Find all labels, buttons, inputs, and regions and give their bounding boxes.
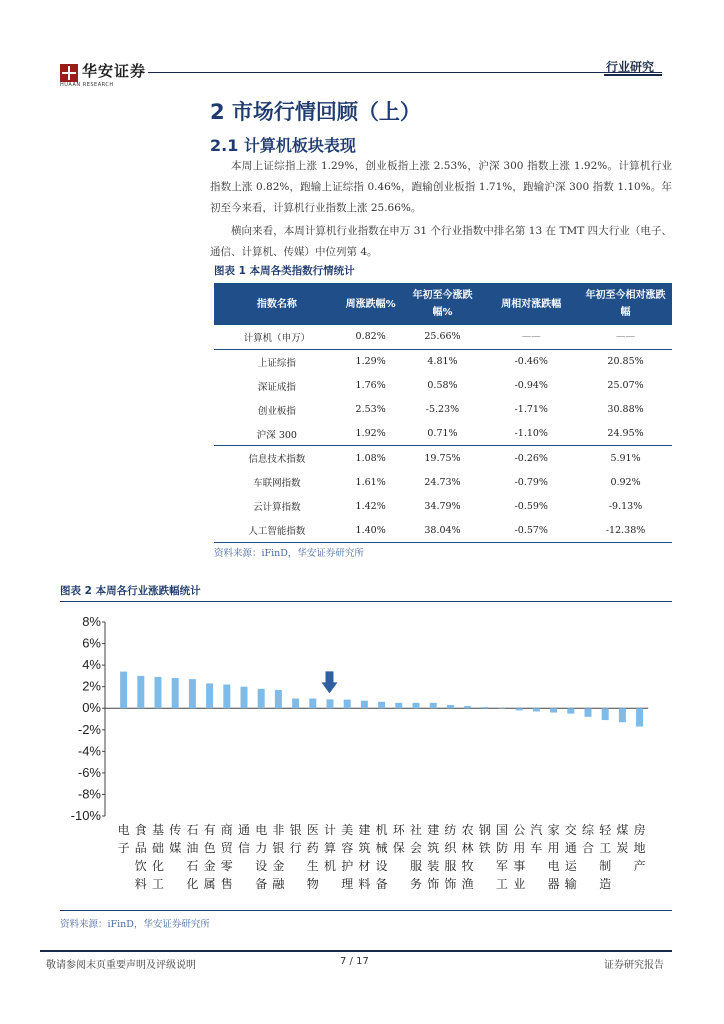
- table-cell: 24.95%: [607, 428, 644, 439]
- x-category-label-char: 药: [306, 841, 319, 855]
- chart-bar: [361, 701, 368, 709]
- x-category-label-char: 务: [409, 877, 423, 891]
- x-category-label-char: 渔: [461, 877, 474, 891]
- x-category-label-char: 理: [341, 877, 354, 891]
- x-category-label-char: 售: [220, 877, 233, 891]
- x-category-label-char: 地: [633, 841, 646, 855]
- footer-disclaimer: 敬请参阅末页重要声明及评级说明: [46, 960, 196, 971]
- x-category-label-char: 服: [409, 859, 423, 873]
- table-cell: 云计算指数: [253, 502, 301, 514]
- x-category-label-char: 银: [289, 823, 302, 837]
- y-tick-label: -2%: [77, 721, 101, 737]
- table-caption: 图表 1 本周各类指数行情统计: [214, 265, 355, 277]
- x-category-label-char: 用: [513, 841, 526, 855]
- table-cell: 38.04%: [402, 518, 484, 542]
- column-header: 周涨跌幅%: [340, 283, 402, 325]
- industry-change-bar-chart: [60, 606, 672, 906]
- x-category-label-char: 贸: [220, 841, 233, 855]
- table-cell: 1.61%: [355, 476, 386, 488]
- chart-bar: [258, 689, 265, 708]
- chart-bar: [137, 676, 144, 708]
- table-row: [214, 422, 672, 446]
- x-category-label-char: 机: [375, 823, 388, 837]
- x-category-label-char: 煤: [616, 823, 629, 837]
- x-category-label-char: 非: [272, 823, 285, 837]
- x-category-label-char: 金: [203, 859, 216, 873]
- x-category-label-char: 基: [151, 823, 165, 837]
- table-source-note: 资料来源：iFinD，华安证券研究所: [214, 548, 364, 559]
- chart-bar: [327, 699, 334, 708]
- x-category-label-char: 织: [444, 841, 457, 855]
- paragraph-weekly-performance: 本周上证综指上涨 1.29%，创业板指上涨 2.53%，沪深 300 指数上涨 1.92%。计算机行业指数上涨 0.82%，跑输上证综指 0.46%，跑输创业板指 1.71%，跑输沪深 300 指数 1.10%。年初至今来看，计算机行业指数上涨 25.66%。: [210, 160, 672, 214]
- table-cell: 0.58%: [427, 380, 458, 392]
- table-cell: -0.46%: [483, 349, 579, 373]
- table-cell: 19.75%: [402, 446, 484, 470]
- x-category-label-char: 防: [495, 841, 509, 855]
- table-cell: -0.59%: [514, 500, 548, 512]
- chart-bar: [533, 708, 540, 711]
- x-category-label-char: 备: [255, 877, 268, 891]
- x-category-label-char: 石: [186, 823, 199, 837]
- chart-bar: [344, 700, 351, 709]
- column-header: 指数名称: [214, 283, 340, 325]
- x-category-label-char: 油: [186, 841, 199, 855]
- y-tick-label: -4%: [77, 743, 101, 759]
- x-category-label-char: 牧: [461, 859, 474, 873]
- x-category-label-char: 军: [495, 859, 509, 873]
- x-category-label-char: 媒: [169, 841, 182, 855]
- table-cell: 1.42%: [355, 500, 386, 512]
- x-category-label-char: 属: [203, 877, 216, 891]
- table-cell: 2.53%: [355, 404, 386, 416]
- chart-bar: [585, 708, 592, 717]
- company-logo-subtext: HUAAN RESEARCH: [60, 82, 114, 88]
- chart-bar: [636, 708, 643, 726]
- table-cell: 25.66%: [424, 331, 461, 343]
- table-cell: 1.08%: [340, 446, 402, 470]
- x-category-label-char: 炭: [616, 841, 629, 855]
- chart-bar: [602, 708, 609, 720]
- page-number: 7 / 17: [340, 956, 369, 967]
- chart-bar: [241, 687, 248, 709]
- chart-bar: [567, 708, 574, 713]
- table-cell: 30.88%: [607, 404, 644, 416]
- y-tick-label: -6%: [77, 764, 101, 780]
- company-logo-icon: [60, 64, 78, 82]
- x-category-label-char: 工: [151, 877, 165, 891]
- chart-bar: [550, 708, 557, 712]
- table-cell: 34.79%: [424, 500, 461, 512]
- index-performance-table: [214, 283, 672, 543]
- chart-bar: [309, 699, 316, 709]
- x-category-label-char: 电: [255, 823, 268, 837]
- table-cell: 20.85%: [579, 349, 672, 373]
- x-category-label-char: 会: [409, 841, 423, 855]
- x-category-label-char: 计: [323, 823, 337, 837]
- x-category-label-char: 算: [323, 841, 337, 855]
- x-category-label-char: 国: [495, 823, 509, 837]
- x-category-label-char: 建: [358, 823, 371, 837]
- x-category-label-char: 商: [220, 823, 233, 837]
- x-category-label-char: 汽: [530, 823, 543, 837]
- figure-source-divider: [60, 910, 672, 911]
- company-logo-text: 华安证券: [82, 62, 147, 80]
- x-category-label-char: 筑: [358, 841, 371, 855]
- footer-divider: [40, 950, 672, 952]
- table-cell: ——: [521, 331, 541, 343]
- x-category-label-char: 钢: [478, 823, 491, 837]
- x-category-label-char: 融: [272, 877, 285, 891]
- table-cell: 1.40%: [340, 518, 402, 542]
- x-category-label-char: 铁: [478, 841, 491, 855]
- x-category-label-char: 器: [547, 877, 560, 891]
- chart-bar: [619, 708, 626, 722]
- chart-bar: [206, 683, 213, 708]
- x-category-label-char: 色: [203, 841, 216, 855]
- x-category-label-char: 车: [530, 841, 543, 855]
- table-row: [214, 446, 672, 470]
- table-cell: -0.94%: [514, 380, 548, 392]
- section-heading: 2 市场行情回顾（上）: [210, 100, 421, 124]
- table-row: [214, 374, 672, 398]
- table-row: [214, 325, 672, 349]
- chart-bar: [378, 702, 385, 708]
- x-category-label-char: 房: [633, 823, 646, 837]
- chart-bar: [447, 705, 454, 708]
- x-category-label-char: 械: [375, 841, 388, 855]
- x-category-label-char: 础: [151, 841, 165, 855]
- x-category-label-char: 交: [564, 823, 577, 837]
- chart-bar: [275, 690, 282, 708]
- chart-bar: [430, 703, 437, 708]
- x-category-label-char: 品: [134, 841, 147, 855]
- x-category-label-char: 银: [272, 841, 285, 855]
- x-category-label-char: 设: [255, 859, 268, 873]
- x-category-label-char: 材: [358, 859, 371, 873]
- report-category: 行业研究: [606, 60, 655, 74]
- table-row: [214, 518, 672, 542]
- x-category-label-char: 医: [306, 823, 319, 837]
- footer-report-type: 证券研究报告: [604, 960, 664, 971]
- y-tick-label: -8%: [77, 786, 101, 802]
- table-cell: 0.82%: [355, 331, 386, 343]
- x-category-label-char: 备: [375, 877, 388, 891]
- table-cell: -5.23%: [425, 404, 460, 416]
- x-category-label-char: 轻: [599, 823, 612, 837]
- x-category-label-char: 筑: [427, 841, 440, 855]
- y-tick-label: 6%: [82, 635, 101, 651]
- column-header: 年初至今涨跌幅%: [402, 283, 484, 325]
- x-category-label-char: 金: [272, 859, 285, 873]
- table-cell: 人工智能指数: [214, 518, 340, 542]
- x-category-label-char: 输: [564, 877, 577, 891]
- table-cell: 上证综指: [214, 349, 340, 373]
- table-cell: -12.38%: [579, 518, 672, 542]
- x-category-label-char: 传: [169, 823, 182, 837]
- figure-caption-divider: [60, 601, 672, 602]
- x-category-label-char: 林: [461, 841, 474, 855]
- x-category-label-char: 电: [117, 823, 130, 837]
- x-category-label-char: 制: [599, 859, 612, 873]
- table-cell: 5.91%: [579, 446, 672, 470]
- x-category-label-char: 工: [495, 877, 509, 891]
- figure-source-note: 资料来源：iFinD，华安证券研究所: [60, 919, 210, 930]
- column-header: 年初至今相对涨跌幅: [579, 283, 672, 325]
- x-category-label-char: 生: [306, 859, 319, 873]
- table-cell: 25.07%: [607, 380, 644, 392]
- chart-bar: [499, 708, 506, 709]
- table-cell: 1.92%: [355, 428, 386, 439]
- x-category-label-char: 社: [409, 823, 423, 837]
- x-category-label-char: 公: [513, 823, 526, 837]
- y-tick-label: 4%: [82, 657, 101, 673]
- x-category-label-char: 饮: [134, 859, 147, 873]
- chart-bar: [155, 677, 162, 708]
- chart-bar: [223, 685, 230, 709]
- chart-bar: [172, 678, 179, 708]
- table-cell: 4.81%: [402, 349, 484, 373]
- x-category-label-char: 有: [203, 823, 216, 837]
- chart-bar: [189, 679, 196, 708]
- x-category-label-char: 产: [633, 859, 646, 873]
- x-category-label-char: 通: [237, 823, 251, 837]
- header-divider: [148, 72, 662, 73]
- x-category-label-char: 建: [427, 823, 440, 837]
- chart-bar: [464, 706, 471, 708]
- table-row: [214, 494, 672, 518]
- x-category-label-char: 装: [427, 859, 440, 873]
- column-header: 周相对涨跌幅: [483, 283, 579, 325]
- x-category-label-char: 综: [581, 823, 595, 837]
- table-row: [214, 470, 672, 494]
- x-category-label-char: 力: [255, 841, 268, 855]
- x-category-label-char: 机: [323, 859, 337, 873]
- x-category-label-char: 容: [341, 841, 354, 855]
- x-category-label-char: 工: [599, 841, 612, 855]
- x-category-label-char: 合: [581, 841, 595, 855]
- x-category-label-char: 农: [461, 823, 474, 837]
- x-category-label-char: 设: [375, 859, 388, 873]
- x-category-label-char: 行: [289, 841, 302, 855]
- x-category-label-char: 造: [599, 877, 612, 891]
- table-cell: 0.92%: [610, 476, 641, 488]
- table-header-row: [214, 283, 672, 325]
- table-cell: 1.29%: [340, 349, 402, 373]
- chart-bar: [120, 672, 127, 709]
- table-cell: 创业板指: [257, 405, 296, 417]
- x-category-label-char: 业: [513, 877, 526, 891]
- x-category-label-char: 通: [564, 841, 577, 855]
- x-category-label-char: 保: [392, 841, 405, 855]
- chart-bar: [516, 708, 523, 710]
- table-cell: -9.13%: [608, 500, 643, 512]
- x-category-label-char: 饰: [444, 877, 457, 891]
- table-cell: 信息技术指数: [214, 446, 340, 470]
- x-category-label-char: 信: [237, 841, 251, 855]
- table-cell: 车联网指数: [253, 478, 301, 490]
- table-cell: -1.10%: [514, 428, 548, 439]
- chart-bar: [292, 699, 299, 709]
- x-category-label-char: 料: [134, 877, 147, 891]
- x-category-label-char: 零: [220, 859, 233, 873]
- table-cell: 24.73%: [424, 476, 461, 488]
- table-row: [214, 349, 672, 373]
- table-cell: 深证成指: [257, 381, 296, 393]
- highlight-arrow-icon: [322, 671, 338, 693]
- x-category-label-char: 料: [358, 877, 371, 891]
- x-category-label-char: 纺: [444, 823, 457, 837]
- y-tick-label: -10%: [70, 808, 101, 823]
- x-category-label-char: 运: [564, 859, 577, 873]
- y-tick-label: 2%: [82, 678, 101, 694]
- x-category-label-char: 化: [151, 859, 165, 873]
- x-category-label-char: 食: [134, 823, 147, 837]
- x-category-label-char: 家: [547, 823, 560, 837]
- paragraph-industry-ranking: 横向来看，本周计算机行业指数在申万 31 个行业指数中排名第 13 在 TMT 四大行业（电子、通信、计算机、传媒）中位列第 4。: [210, 225, 672, 258]
- x-category-label-char: 用: [547, 841, 560, 855]
- table-cell: 0.71%: [427, 428, 458, 439]
- x-category-label-char: 子: [117, 841, 130, 855]
- chart-bar: [481, 707, 488, 708]
- x-category-label-char: 事: [513, 859, 526, 873]
- x-category-label-char: 美: [341, 823, 354, 837]
- table-cell: -0.57%: [483, 518, 579, 542]
- table-cell: -1.71%: [514, 404, 548, 416]
- x-category-label-char: 服: [444, 859, 457, 873]
- y-tick-label: 8%: [82, 614, 101, 629]
- figure-caption: 图表 2 本周各行业涨跌幅统计: [60, 585, 201, 597]
- table-cell: -0.26%: [483, 446, 579, 470]
- x-category-label-char: 物: [306, 877, 319, 891]
- table-cell: 1.76%: [355, 380, 386, 392]
- chart-bar: [413, 703, 420, 708]
- x-category-label-char: 化: [186, 877, 199, 891]
- x-category-label-char: 环: [392, 823, 405, 837]
- table-cell: -0.79%: [514, 476, 548, 488]
- chart-bar: [395, 703, 402, 708]
- x-category-label-char: 饰: [427, 877, 440, 891]
- table-cell: 计算机（申万）: [243, 332, 311, 344]
- table-row: [214, 398, 672, 422]
- x-category-label-char: 石: [186, 859, 199, 873]
- subsection-heading: 2.1 计算机板块表现: [210, 136, 356, 155]
- y-tick-label: 0%: [82, 700, 101, 716]
- table-cell: 沪深 300: [256, 429, 297, 441]
- table-cell: ——: [616, 331, 636, 343]
- x-category-label-char: 电: [547, 859, 560, 873]
- x-category-label-char: 护: [341, 859, 354, 873]
